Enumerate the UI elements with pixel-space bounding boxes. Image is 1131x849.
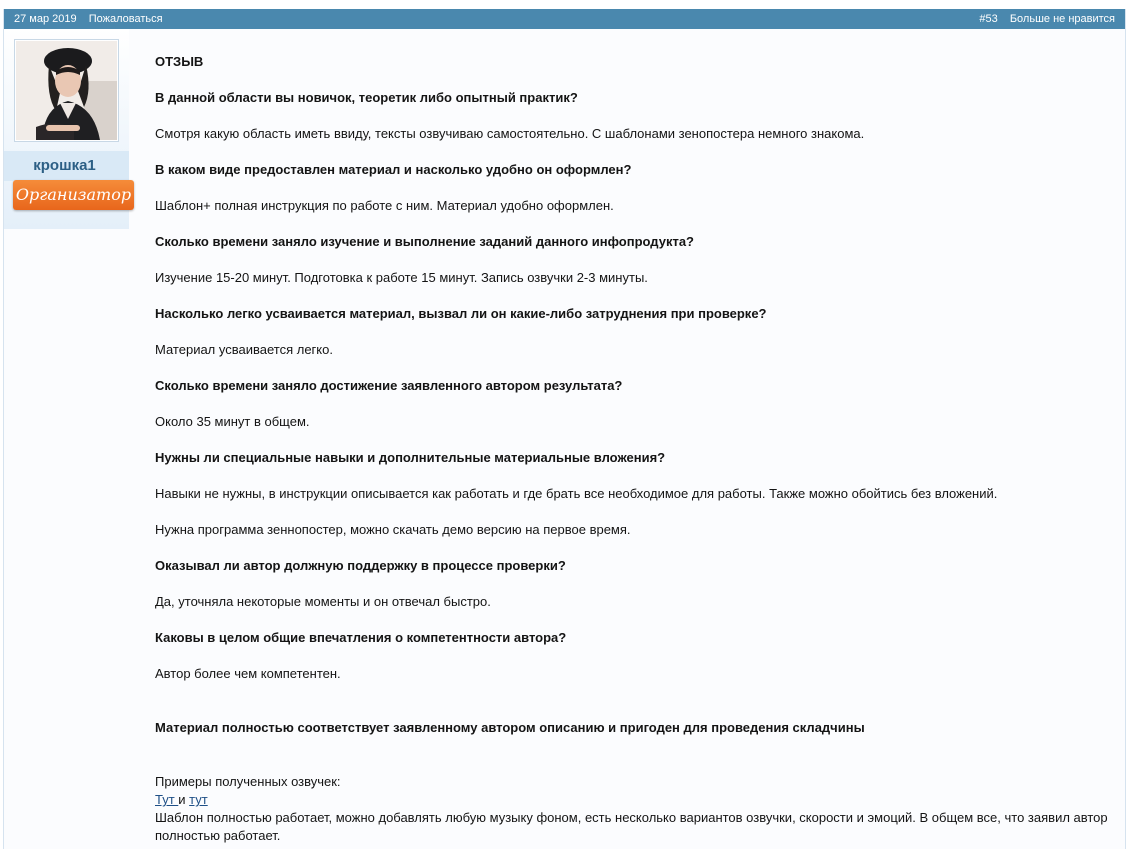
avatar[interactable]	[14, 39, 119, 142]
answer-7: Да, уточняла некоторые моменты и он отвечал быстро.	[155, 594, 491, 609]
answer-1: Смотря какую область иметь ввиду, тексты озвучиваю самостоятельно. С шаблонами зенопостера немного знакома.	[155, 126, 865, 141]
answer-5: Около 35 минут в общем.	[155, 414, 310, 429]
conclusion: Материал полностью соответствует заявленному автором описанию и пригоден для проведения складчины	[155, 720, 865, 735]
example-link-2[interactable]: тут	[189, 792, 208, 807]
post-header-right	[979, 9, 1115, 29]
avatar-photo	[16, 41, 117, 140]
answer-2: Шаблон+ полная инструкция по работе с ним. Материал удобно оформлен.	[155, 198, 614, 213]
answer-6a: Навыки не нужны, в инструкции описывается как работать и где брать все необходимое для работы. Также можно обойтись без вложений.	[155, 486, 998, 501]
post-number-link[interactable]: #53	[979, 13, 998, 25]
question-2: В каком виде предоставлен материал и насколько удобно он оформлен?	[155, 162, 632, 177]
answer-4: Материал усваивается легко.	[155, 342, 333, 357]
author-sidebar	[4, 29, 132, 229]
examples-links	[155, 791, 1115, 809]
answer-8: Автор более чем компетентен.	[155, 666, 341, 681]
forum-post	[3, 9, 1126, 849]
example-link-1[interactable]: Тут	[155, 792, 179, 807]
answer-6b: Нужна программа зеннопостер, можно скачать демо версию на первое время.	[155, 522, 631, 537]
question-1: В данной области вы новичок, теоретик либо опытный практик?	[155, 90, 578, 105]
question-7: Оказывал ли автор должную поддержку в процессе проверки?	[155, 558, 566, 573]
review-title: ОТЗЫВ	[155, 54, 204, 69]
question-6: Нужны ли специальные навыки и дополнительные материальные вложения?	[155, 450, 666, 465]
final-comment: Шаблон полностью работает, можно добавлять любую музыку фоном, есть несколько вариантов озвучки, скорости и эмоций. В общем все, что заявил автор полностью работает.	[155, 810, 1108, 843]
post-date[interactable]: 27 мар 2019	[14, 13, 77, 25]
post-header	[4, 9, 1125, 29]
examples-label: Примеры полученных озвучек:	[155, 774, 341, 789]
post-content	[155, 53, 1115, 845]
question-8: Каковы в целом общие впечатления о компетентности автора?	[155, 630, 567, 645]
organizer-badge: Организатор	[13, 180, 134, 210]
post-header-left	[14, 9, 163, 29]
question-5: Сколько времени заняло достижение заявленного автором результата?	[155, 378, 623, 393]
avatar-illustration	[16, 41, 117, 140]
username-link[interactable]: крошка1	[33, 157, 96, 174]
links-separator: и	[178, 792, 190, 807]
unlike-link[interactable]: Больше не нравится	[1009, 13, 1115, 25]
answer-3: Изучение 15-20 минут. Подготовка к работе 15 минут. Запись озвучки 2-3 минуты.	[155, 270, 648, 285]
report-link[interactable]: Пожаловаться	[88, 13, 163, 25]
question-4: Насколько легко усваивается материал, вызвал ли он какие-либо затруднения при проверке?	[155, 306, 767, 321]
question-3: Сколько времени заняло изучение и выполнение заданий данного инфопродукта?	[155, 234, 694, 249]
